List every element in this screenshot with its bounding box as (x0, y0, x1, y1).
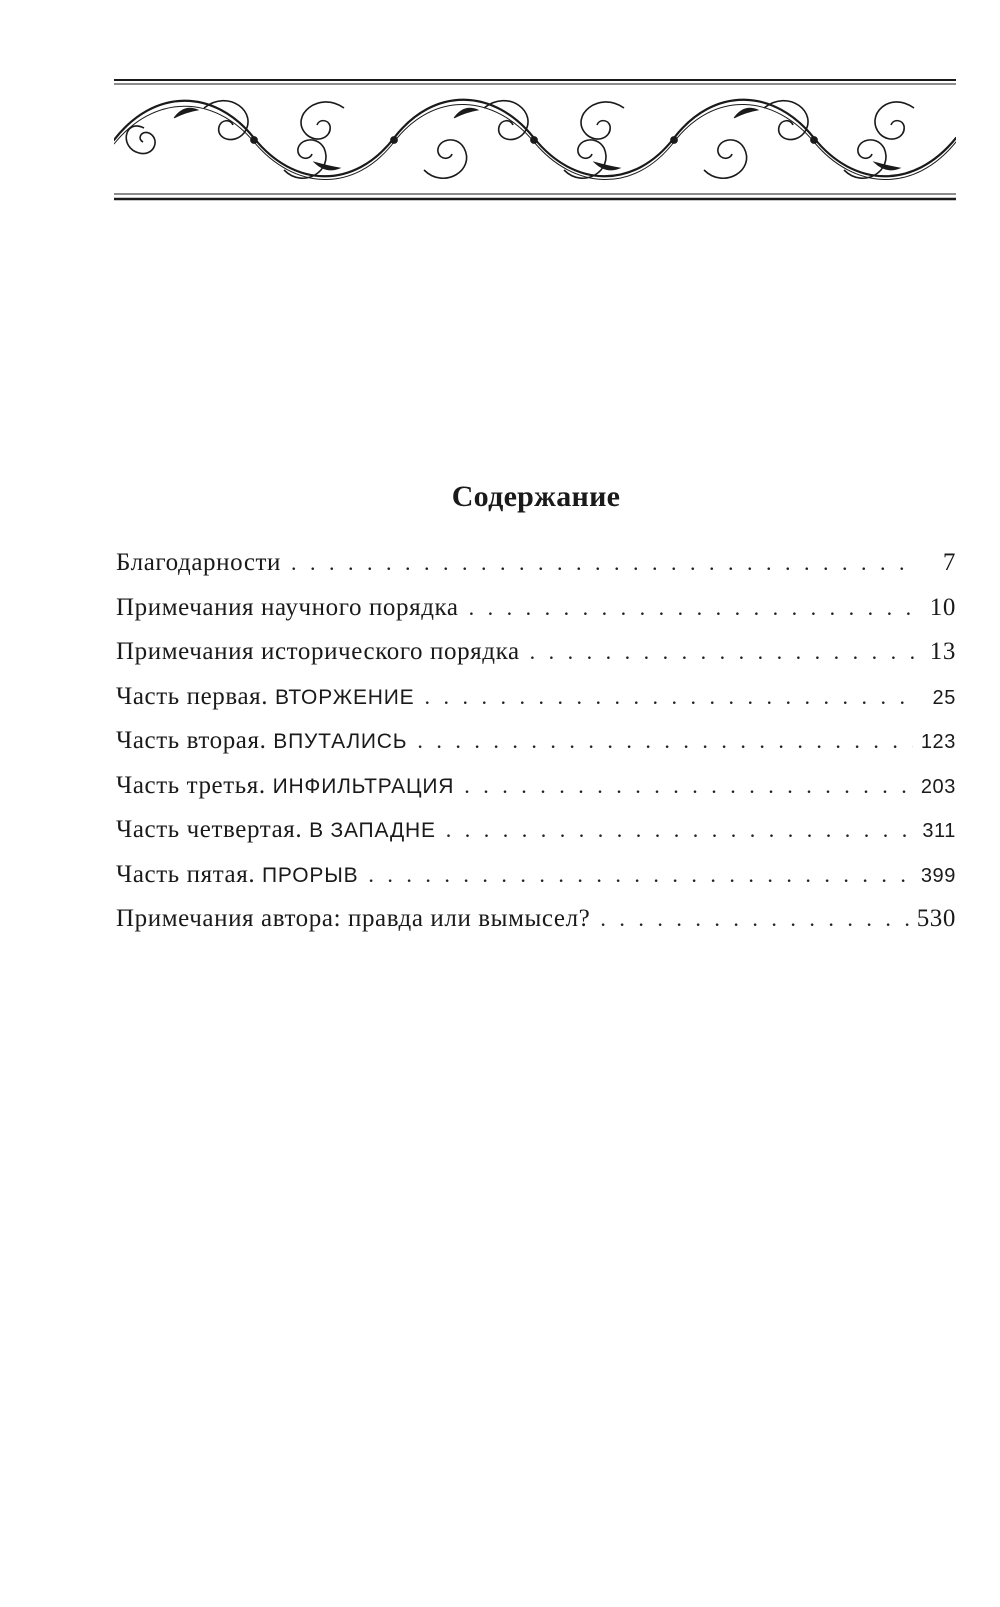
toc-entry-label: Часть третья. ИНФИЛЬТРАЦИЯ (116, 771, 455, 799)
toc-entry (116, 905, 956, 950)
toc-entry-label: Примечания научного порядка (116, 593, 459, 621)
toc-entry-label: Часть четвертая. В ЗАПАДНЕ (116, 816, 436, 843)
dot-leader (417, 728, 912, 754)
toc-entry-page: 530 (916, 905, 956, 932)
dot-leader (446, 817, 915, 843)
dot-leader (464, 773, 913, 799)
dot-leader (424, 684, 918, 710)
toc-entry-label: Благодарности (116, 549, 282, 576)
toc-entry (116, 683, 956, 728)
scroll-vine-border-icon (114, 78, 956, 210)
toc-entry-page: 123 (920, 731, 956, 753)
table-of-contents (116, 549, 956, 950)
toc-entry (116, 727, 956, 772)
dot-leader (368, 862, 912, 888)
toc-entry-label: Примечания исторического порядка (116, 638, 520, 665)
toc-entry-page: 7 (942, 549, 956, 576)
toc-entry-page: 25 (932, 686, 956, 709)
toc-entry-page: 203 (920, 775, 956, 798)
dot-leader (530, 639, 918, 665)
toc-entry-label: Часть пятая. ПРОРЫВ (116, 860, 359, 888)
dot-leader (600, 906, 908, 932)
toc-entry (116, 772, 956, 817)
toc-entry-label: Часть первая. ВТОРЖЕНИЕ (116, 682, 415, 710)
dot-leader (291, 550, 918, 576)
toc-entry-page: 13 (929, 638, 956, 665)
toc-entry (116, 638, 956, 683)
page-title: Содержание (451, 480, 621, 513)
toc-entry (116, 549, 956, 594)
toc-entry (116, 861, 956, 906)
toc-entry (116, 816, 956, 861)
toc-entry (116, 594, 956, 639)
toc-entry-page: 311 (922, 820, 956, 842)
dot-leader (469, 595, 918, 621)
toc-entry-page: 10 (929, 593, 956, 621)
toc-entry-label: Примечания автора: правда или вымысел? (116, 905, 591, 932)
toc-entry-label: Часть вторая. ВПУТАЛИСЬ (116, 727, 408, 754)
toc-entry-page: 399 (920, 864, 956, 887)
